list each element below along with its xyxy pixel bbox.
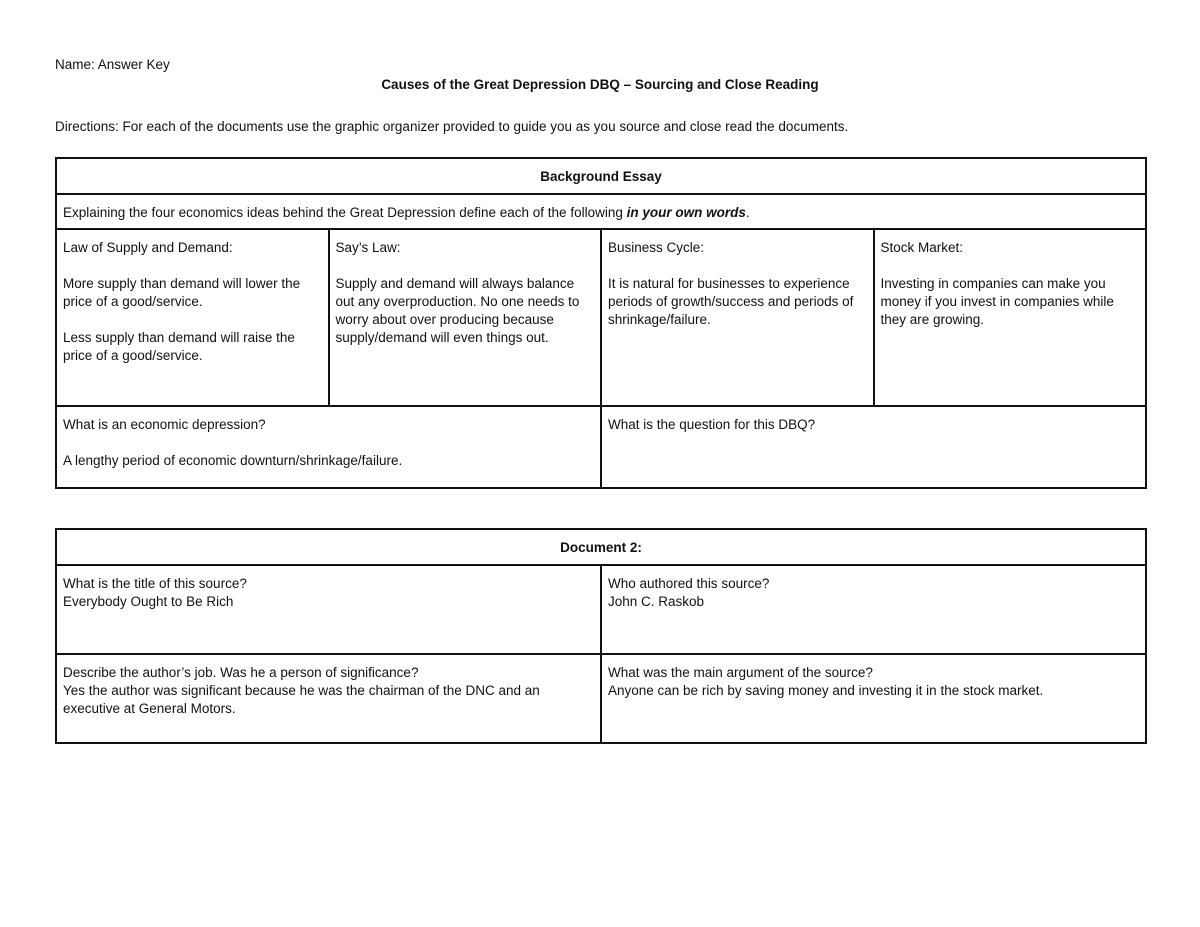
concept-answer: Less supply than demand will raise the price of a good/service. <box>63 330 295 363</box>
concept-answer: Supply and demand will always balance out any overproduction. No one needs to worry about over producing because supply/demand will even things out. <box>335 276 580 345</box>
concept-label: Stock Market: <box>880 240 964 255</box>
source-title-answer: Everybody Ought to Be Rich <box>63 594 234 609</box>
concept-cell-stock-market <box>874 229 1147 406</box>
concept-answer: More supply than demand will lower the price of a good/service. <box>63 276 301 309</box>
depression-question: What is an economic depression? <box>63 417 266 432</box>
concept-answer: It is natural for businesses to experience periods of growth/success and periods of shrinkage/failure. <box>608 276 854 327</box>
source-author-cell <box>601 565 1146 654</box>
depression-answer: A lengthy period of economic downturn/shrinkage/failure. <box>63 453 403 468</box>
source-author-answer: John C. Raskob <box>608 594 705 609</box>
directions-text: Directions: For each of the documents use the graphic organizer provided to guide you as you source and close read the documents. <box>55 119 849 134</box>
depression-definition-cell <box>56 406 601 488</box>
instruction-suffix: . <box>745 205 750 220</box>
author-job-cell <box>56 654 601 743</box>
source-author-question: Who authored this source? <box>608 576 770 591</box>
source-title-cell <box>56 565 601 654</box>
concept-cell-business-cycle <box>601 229 874 406</box>
background-essay-instruction <box>56 194 1146 229</box>
page-title: Causes of the Great Depression DBQ – Sourcing and Close Reading <box>381 77 819 92</box>
concept-answer: Investing in companies can make you money if you invest in companies while they are growing. <box>880 276 1114 327</box>
student-name-line: Name: Answer Key <box>55 57 170 72</box>
source-title-question: What is the title of this source? <box>63 576 247 591</box>
concept-cell-says-law <box>329 229 602 406</box>
dbq-question-cell <box>601 406 1146 488</box>
document-2-header: Document 2: <box>56 529 1146 565</box>
instruction-prefix: Explaining the four economics ideas behind the Great Depression define each of the following <box>63 205 627 220</box>
concept-label: Business Cycle: <box>608 240 705 255</box>
dbq-question: What is the question for this DBQ? <box>608 417 816 432</box>
concept-label: Say’s Law: <box>335 240 401 255</box>
document-2-table <box>55 528 1147 744</box>
background-essay-table <box>55 157 1147 489</box>
author-job-question: Describe the author’s job. Was he a person of significance? <box>63 665 419 680</box>
instruction-emphasis: in your own words <box>626 205 746 220</box>
concept-label: Law of Supply and Demand: <box>63 240 233 255</box>
background-essay-header: Background Essay <box>56 158 1146 194</box>
main-argument-question: What was the main argument of the source? <box>608 665 873 680</box>
author-job-answer: Yes the author was significant because he was the chairman of the DNC and an executive at General Motors. <box>63 683 540 716</box>
main-argument-cell <box>601 654 1146 743</box>
main-argument-answer: Anyone can be rich by saving money and investing it in the stock market. <box>608 683 1044 698</box>
concept-cell-supply-demand <box>56 229 329 406</box>
